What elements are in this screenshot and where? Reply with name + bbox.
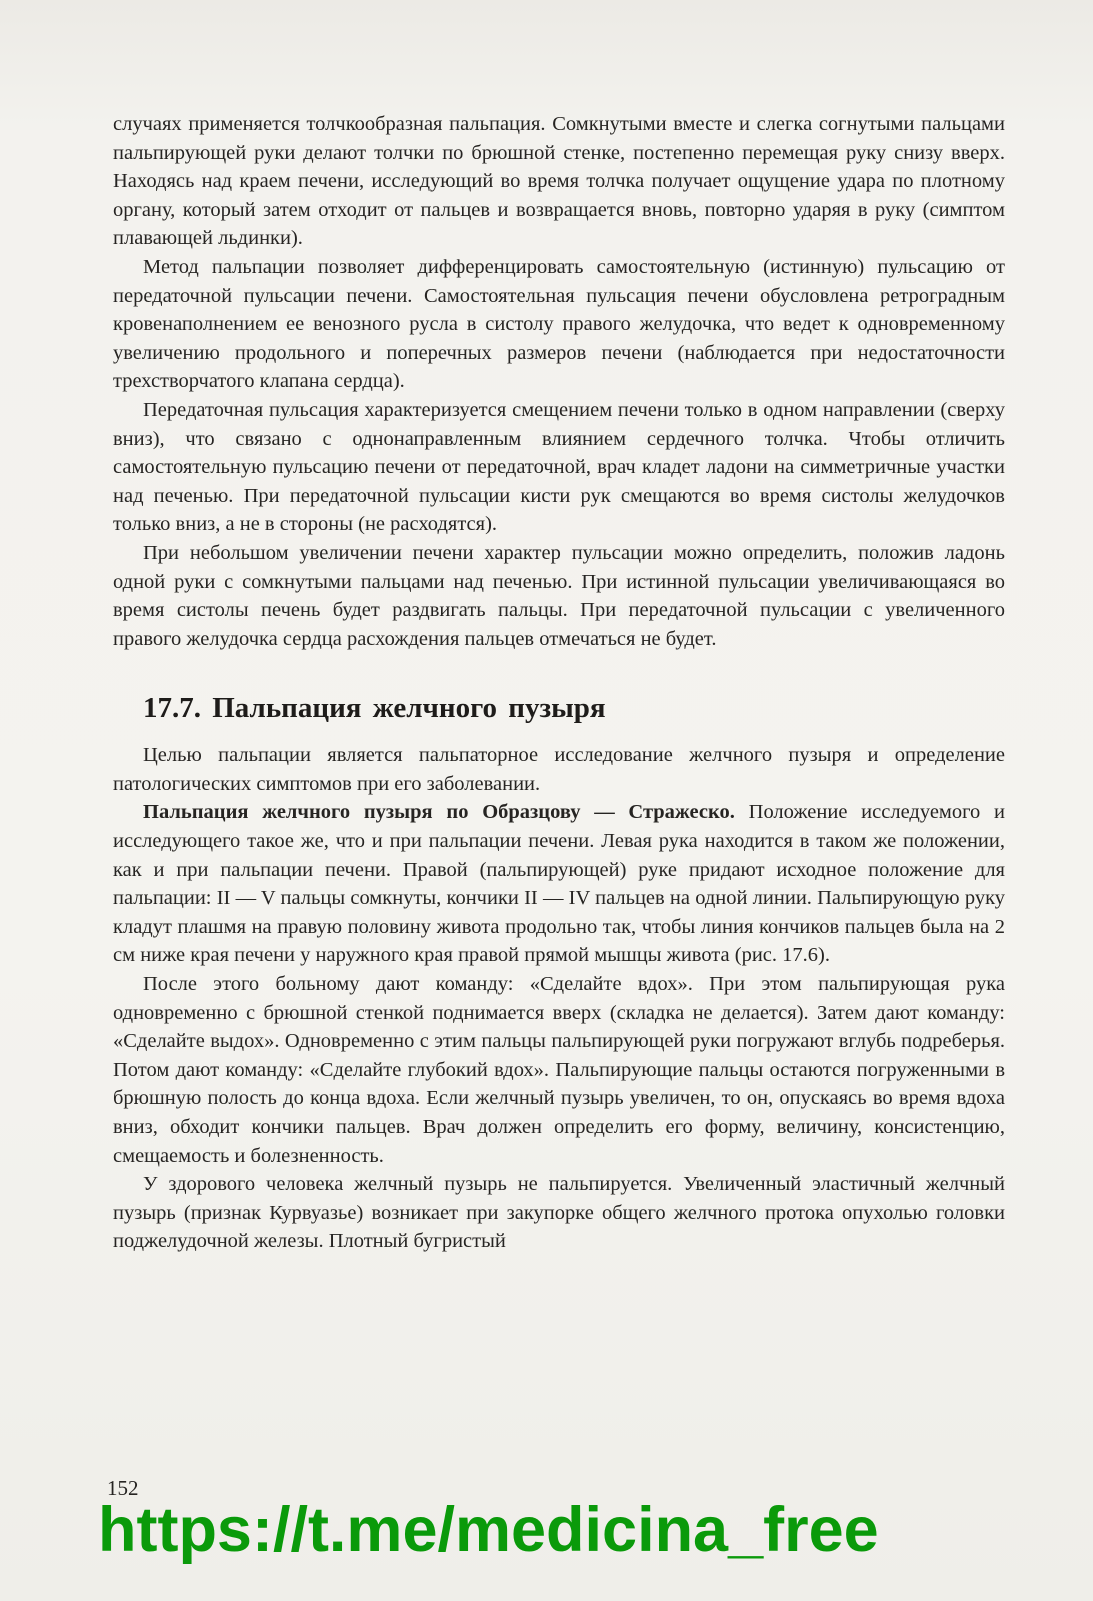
paragraph-floating-ice-symptom: случаях применяется толчкообразная пальпация. Сомкнутыми вместе и слегка согнутыми пальцами пальпирующей руки делают толчки по брюшной стенке, постепенно перемещая руку снизу вверх. Находясь над краем печени, исследующий во время толчка получает ощущение удара по плотному органу, который затем отходит от пальцев и возвращается вновь, повторно ударяя в руку (симптом плавающей льдинки). [113,113,1005,250]
watermark-link[interactable]: https://t.me/medicina_free [98,1495,879,1565]
section-heading: 17.7. Пальпация желчного пузыря [143,692,606,725]
method-description: Положение исследуемого и исследующего такое же, что и при пальпации печени. Левая рука находится в таком же положении, как и при пальпации печени. Правой (пальпирующей) руке придают исходное положение для пальпации: II — V пальцы сомкнуты, кончики II — IV пальцев на одной линии. Пальпирующую руку кладут плашмя на правую половину живота продольно так, чтобы линия кончиков пальцев была на 2 см ниже края печени у наружного края правой прямой мышцы живота (рис. 17.6). [113,801,1005,967]
paragraph-transmitted-pulsation: Передаточная пульсация характеризуется смещением печени только в одном направлении (сверху вниз), что связано с однонаправленным влиянием сердечного толчка. Чтобы отличить самостоятельную пульсацию печени от передаточной, врач кладет ладони на симметричные участки над печенью. При передаточной пульсации кисти рук смещаются во время систолы желудочков только вниз, а не в стороны (не расходятся). [113,398,1005,536]
paragraph-courvoisier-sign: У здорового человека желчный пузырь не пальпируется. Увеличенный эластичный желчный пузырь (признак Курвуазье) возникает при закупорке общего желчного протока опухолью головки поджелудочной железы. Плотный бугристый [113,1173,1005,1253]
paragraph-breathing-commands: После этого больному дают команду: «Сделайте вдох». При этом пальпирующая рука одновременно с брюшной стенкой поднимается вверх (складка не делается). Затем дают команду: «Сделайте выдох». Одновременно с этим пальцы пальпирующей руки погружают вглубь подреберья. Потом дают команду: «Сделайте глубокий вдох». Пальпирующие пальцы остаются погруженными в брюшную полость до конца вдоха. Если желчный пузырь увеличен, то он, опускаясь во время вдоха вниз, обходит кончики пальцев. Врач должен определить его форму, величину, консистенцию, смещаемость и болезненность. [113,973,1005,1167]
method-title: Пальпация желчного пузыря по Образцову — Стражеско. [143,801,735,824]
paragraph-palpation-goal: Целью пальпации является пальпаторное исследование желчного пузыря и определение патологических симптомов при его заболевании. [113,744,1005,795]
page-content [113,110,1005,1256]
paragraph-pulsation-method: Метод пальпации позволяет дифференцировать самостоятельную (истинную) пульсацию от передаточной пульсации печени. Самостоятельная пульсация печени обусловлена ретроградным кровенаполнением ее венозного русла в систолу правого желудочка, что ведет к одновременному увеличению продольного и поперечных размеров печени (наблюдается при недостаточности трехстворчатого клапана сердца). [113,255,1005,393]
paragraph-obraztsov-method [113,798,1005,970]
page-number: 152 [107,1476,139,1500]
paragraph-small-enlargement: При небольшом увеличении печени характер пульсации можно определить, положив ладонь одной руки с сомкнутыми пальцами над печенью. При истинной пульсации увеличивающаяся во время систолы печень будет раздвигать пальцы. При передаточной пульсации с увеличенного правого желудочка сердца расхождения пальцев отмечаться не будет. [113,541,1005,650]
